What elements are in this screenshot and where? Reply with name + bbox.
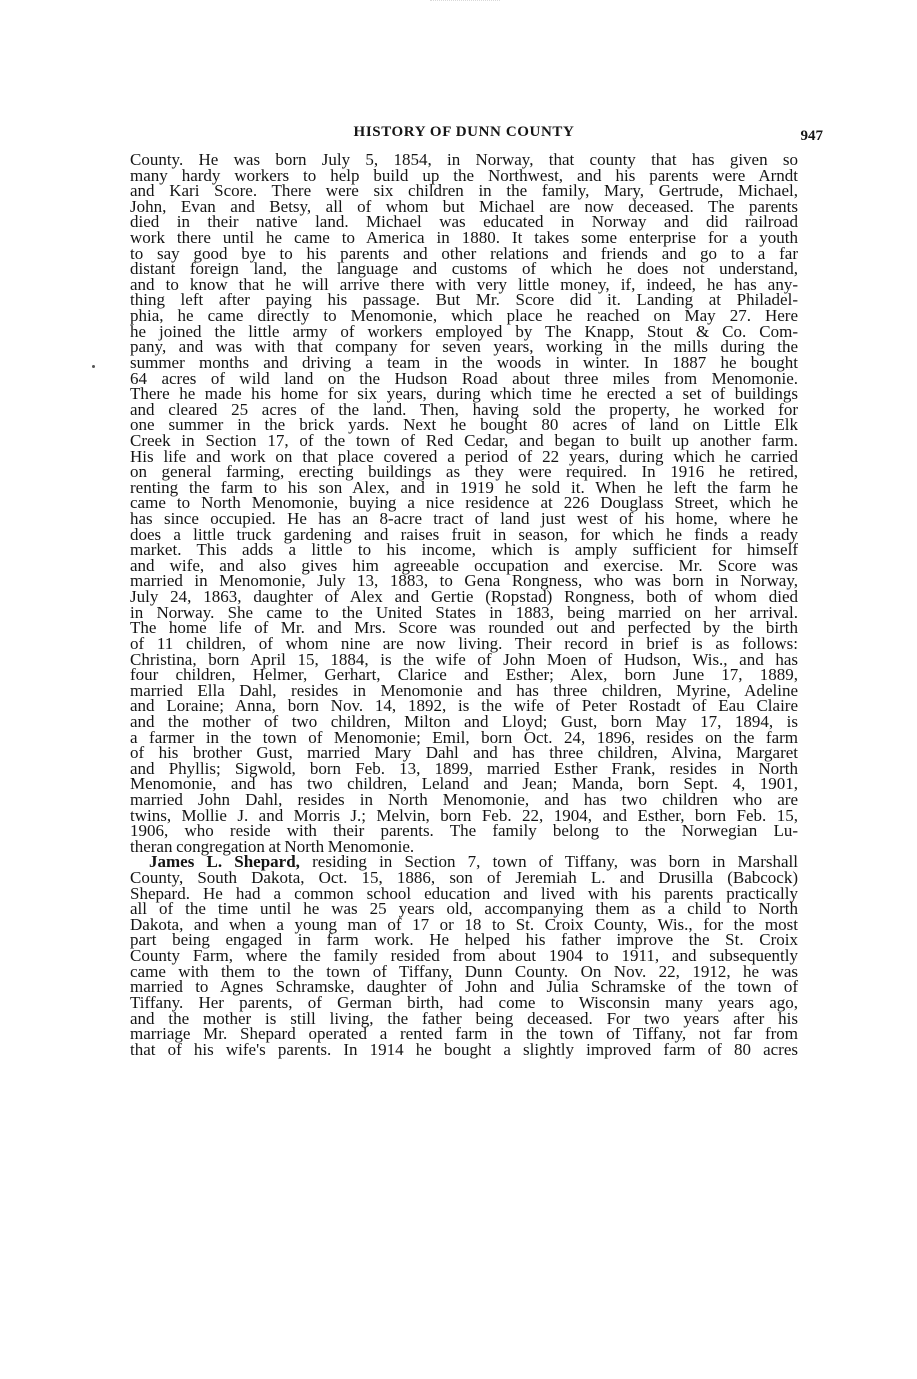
text-line: married John Dahl, resides in North Menomonie, and has two children who are <box>130 789 798 809</box>
text-line: and to know that he will arrive there with very little money, if, indeed, he has any- <box>130 274 798 294</box>
text-line: marriage Mr. Shepard operated a rented farm in the town of Tiffany, not far from <box>130 1024 798 1044</box>
text-line: There he made his home for six years, during which time he erected a set of buildings <box>130 384 798 404</box>
text-line: John, Evan and Betsy, all of whom but Michael are now deceased. The parents <box>130 196 798 216</box>
text-line: Tiffany. Her parents, of German birth, had come to Wisconsin many years ago, <box>130 992 798 1012</box>
text-line: many hardy workers to help build up the Northwest, and his parents were Arndt <box>130 165 798 185</box>
text-line: July 24, 1863, daughter of Alex and Gertie (Ropstad) Rongness, both of whom died <box>130 587 798 607</box>
text-line: His life and work on that place covered a period of 22 years, during which he carried <box>130 446 798 466</box>
text-line: Shepard. He had a common school education and lived with his parents practically <box>130 883 798 903</box>
running-title: HISTORY OF DUNN COUNTY <box>353 124 575 140</box>
text-line: 1906, who reside with their parents. The family belong to the Norwegian Lu- <box>130 821 798 841</box>
text-line: theran congregation at North Menomonie. <box>130 836 415 856</box>
text-line: to say good bye to his parents and other relations and friends and go to a far <box>130 243 798 263</box>
text-line: all of the time until he was 25 years old, accompanying them as a child to North <box>130 899 798 919</box>
text-line: married to Agnes Schramske, daughter of John and Julia Schramske of the town of <box>130 977 798 997</box>
text-line: of his brother Gust, married Mary Dahl and has three children, Alvina, Margaret <box>130 743 798 763</box>
text-line: and the mother is still living, the father being deceased. For two years after his <box>130 1008 798 1028</box>
text-line: of 11 children, of whom nine are now living. Their record in brief is as follows: <box>130 633 798 653</box>
second-biography <box>130 870 798 1057</box>
text-line: Dakota, and when a young man of 17 or 18 to St. Croix County, Wis., for the most <box>130 914 798 934</box>
text-line: has since occupied. He has an 8-acre tract of land just west of his home, where he <box>130 509 798 529</box>
text-line: phia, he came directly to Menomonie, which place he reached on May 27. Here <box>130 306 798 326</box>
text-line: County Farm, where the family resided from about 1904 to 1911, and subsequently <box>130 946 798 966</box>
text-line: part being engaged in farm work. He helped his father improve the St. Croix <box>130 930 798 950</box>
margin-speck <box>92 365 95 368</box>
text-line: Christina, born April 15, 1884, is the wife of John Moen of Hudson, Wis., and has <box>130 649 798 669</box>
text-line: died in their native land. Michael was educated in Norway and did railroad <box>130 212 798 232</box>
body-text <box>130 152 798 1057</box>
text-line: 64 acres of wild land on the Hudson Road about three miles from Menomonie. <box>130 368 798 388</box>
text-line: and Kari Score. There were six children in the family, Mary, Gertrude, Michael, <box>130 181 798 201</box>
text-line: The home life of Mr. and Mrs. Score was rounded out and perfected by the birth <box>130 618 798 638</box>
running-head <box>130 124 823 146</box>
text-line: four children, Helmer, Gerhart, Clarice and Esther; Alex, born June 17, 1889, <box>130 665 798 685</box>
text-line: and Phyllis; Sigwold, born Feb. 13, 1899, married Esther Frank, resides in North <box>130 758 798 778</box>
bleed-through-mark <box>430 0 500 7</box>
text-line: thing left after paying his passage. But Mr. Score did it. Landing at Philadel- <box>130 290 798 310</box>
text-line: he joined the little army of workers employed by The Knapp, Stout & Co. Com- <box>130 321 798 341</box>
text-line: that of his wife's parents. In 1914 he bought a slightly improved farm of 80 acres <box>130 1039 798 1059</box>
page-number: 947 <box>800 128 823 144</box>
text-line: married in Menomonie, July 13, 1883, to Gena Rongness, who was born in Norway, <box>130 571 798 591</box>
text-line: married Ella Dahl, resides in Menomonie and has three children, Myrine, Adeline <box>130 680 798 700</box>
text-line: on general farming, erecting buildings as they were required. In 1916 he retired, <box>130 462 798 482</box>
first-biography <box>130 152 798 854</box>
text-line: in Norway. She came to the United States in 1883, being married on her arrival. <box>130 602 798 622</box>
text-line: County. He was born July 5, 1854, in Norway, that county that has given so <box>130 150 798 169</box>
text-line: market. This adds a little to his income, which is amply sufficient for himself <box>130 540 798 560</box>
text-line: Menomonie, and has two children, Leland and Jean; Manda, born Sept. 4, 1901, <box>130 774 798 794</box>
text-line: distant foreign land, the language and customs of which he does not understand, <box>130 259 798 279</box>
entry-name: James L. Shepard, <box>149 852 300 872</box>
text-line: summer months and driving a team in the woods in winter. In 1887 he bought <box>130 352 798 372</box>
text-line: came to North Menomonie, buying a nice residence at 226 Douglass Street, which he <box>130 493 798 513</box>
text-line: and wife, and also gives him agreeable occupation and exercise. Mr. Score was <box>130 555 798 575</box>
text-line: and Loraine; Anna, born Nov. 14, 1892, is the wife of Peter Rostadt of Eau Claire <box>130 696 798 716</box>
text-line: pany, and was with that company for seven years, working in the mills during the <box>130 337 798 357</box>
text-line: came with them to the town of Tiffany, Dunn County. On Nov. 22, 1912, he was <box>130 961 798 981</box>
text-line: renting the farm to his son Alex, and in 1919 he sold it. When he left the farm he <box>130 477 798 497</box>
text-line: work there until he came to America in 1880. It takes some enterprise for a youth <box>130 228 798 248</box>
text-line: County, South Dakota, Oct. 15, 1886, son of Jeremiah L. and Drusilla (Babcock) <box>130 868 798 888</box>
text-line: does a little truck gardening and raises fruit in season, for which he finds a ready <box>130 524 798 544</box>
text-line: and the mother of two children, Milton and Lloyd; Gust, born May 17, 1894, is <box>130 711 798 731</box>
entry-opening: residing in Section 7, town of Tiffany, was born in Marshall <box>299 852 798 872</box>
text-line: one summer in the brick yards. Next he bought 80 acres of land on Little Elk <box>130 415 798 435</box>
text-line: Creek in Section 17, of the town of Red Cedar, and began to built up another farm. <box>130 430 798 450</box>
text-line: twins, Mollie J. and Morris J.; Melvin, born Feb. 22, 1904, and Esther, born Feb. 15, <box>130 805 798 825</box>
text-line: a farmer in the town of Menomonie; Emil, born Oct. 24, 1896, resides on the farm <box>130 727 798 747</box>
text-line: and cleared 25 acres of the land. Then, having sold the property, he worked for <box>130 399 798 419</box>
